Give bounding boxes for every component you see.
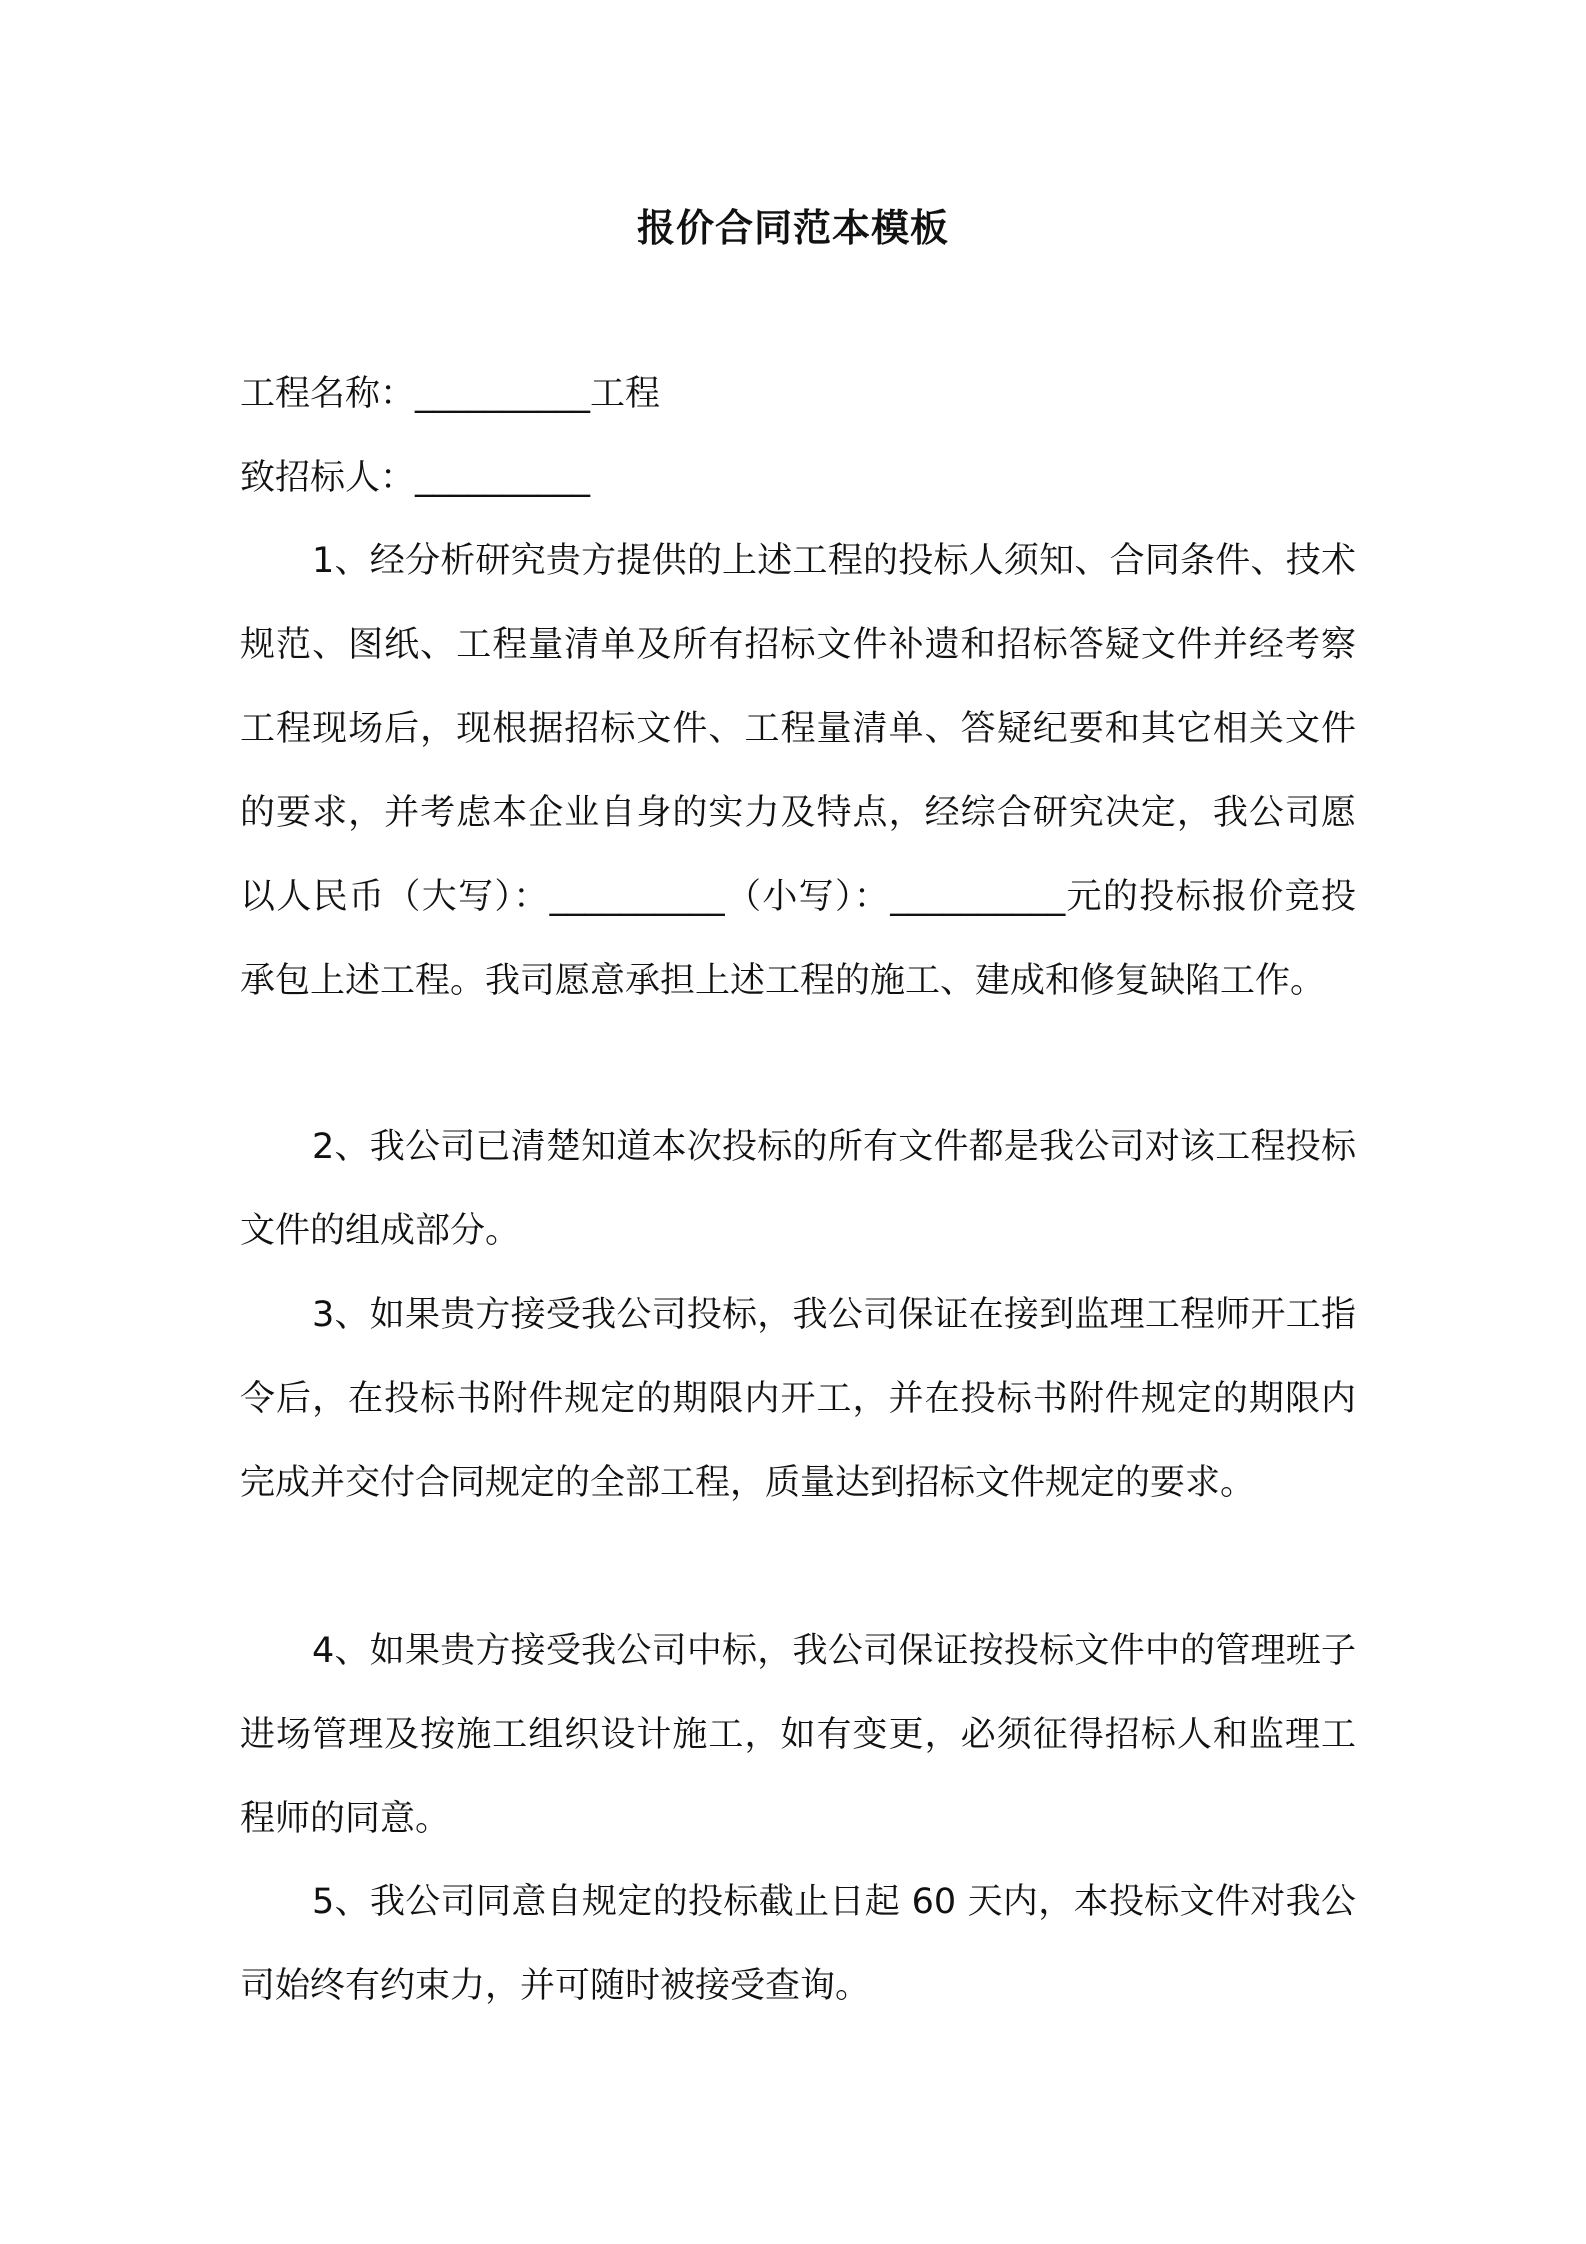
paragraph-2: 2、我公司已清楚知道本次投标的所有文件都是我公司对该工程投标文件的组成部分。 [240, 1127, 1356, 1251]
tenderer-line: 致招标人：__________ [240, 458, 591, 498]
paragraph-1: 1、经分析研究贵方提供的上述工程的投标人须知、合同条件、技术规范、图纸、工程量清单及所有招标文件补遗和招标答疑文件并经考察工程现场后，现根据招标文件、工程量清单、答疑纪要和其它相关文件的要求，并考虑本企业自身的实力及特点，经综合研究决定，我公司愿以人民币（大写）：__________（小写）：__________元的投标报价竞投承包上述工程。我司愿意承担上述工程的施工、建成和修复缺陷工作。 [240, 541, 1356, 1001]
document-title: 报价合同范本模板 [636, 206, 949, 250]
paragraph-4: 4、如果贵方接受我公司中标，我公司保证按投标文件中的管理班子进场管理及按施工组织设计施工，如有变更，必须征得招标人和监理工程师的同意。 [240, 1631, 1356, 1839]
project-name-line: 工程名称：__________工程 [240, 374, 661, 414]
paragraph-3: 3、如果贵方接受我公司投标，我公司保证在接到监理工程师开工指令后，在投标书附件规定的期限内开工，并在投标书附件规定的期限内完成并交付合同规定的全部工程，质量达到招标文件规定的要求。 [240, 1295, 1356, 1503]
paragraph-5: 5、我公司同意自规定的投标截止日起 60 天内，本投标文件对我公司始终有约束力，并可随时被接受查询。 [240, 1882, 1356, 2006]
